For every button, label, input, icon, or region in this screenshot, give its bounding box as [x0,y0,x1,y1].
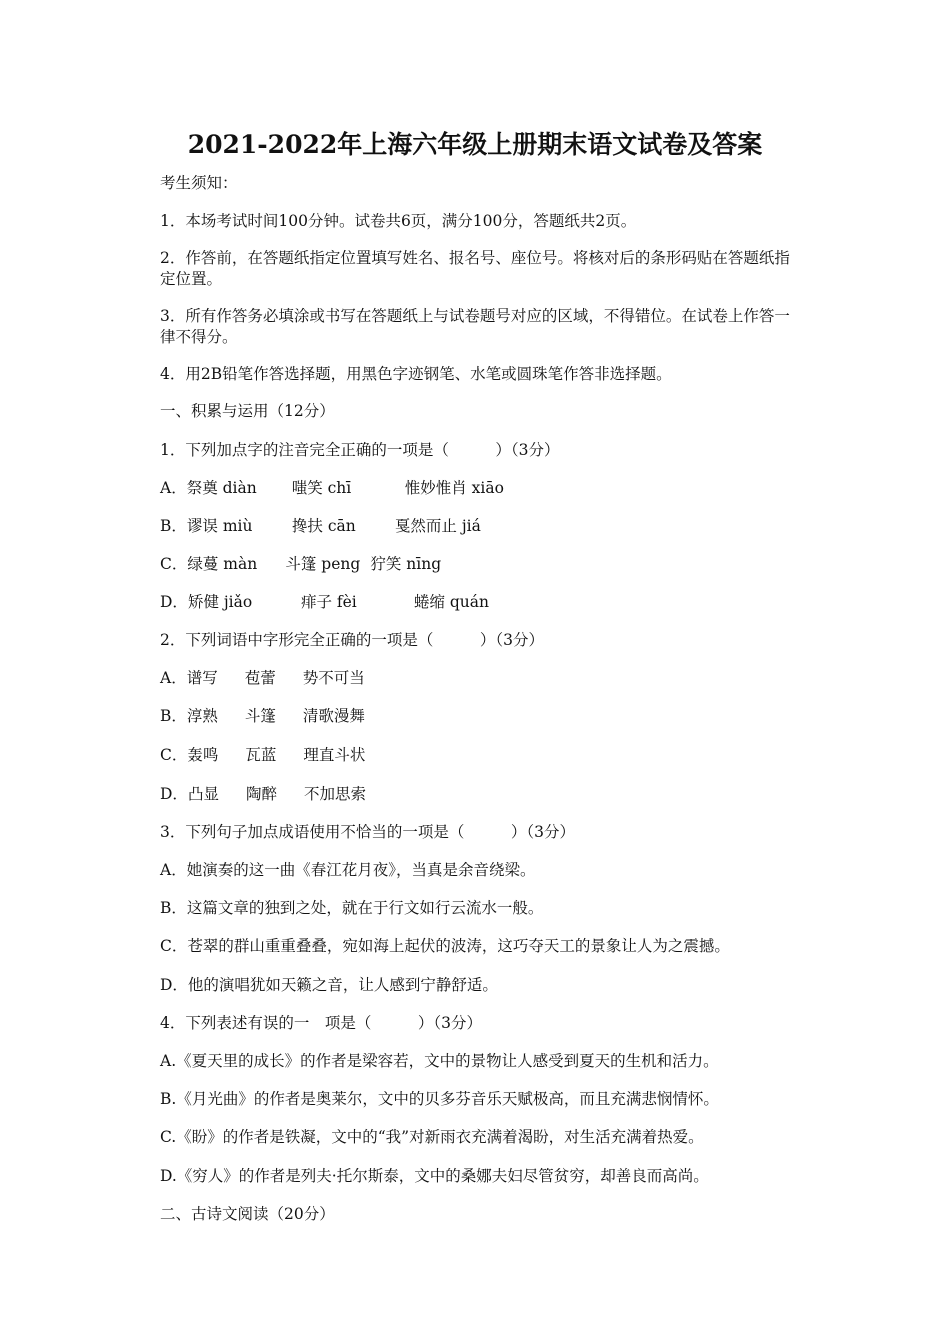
section2-heading: 二、古诗文阅读（20分） [160,1205,335,1223]
option-word: 势不可当 [302,669,365,687]
option-word: 痱子 fèi [300,593,357,611]
option-label: B． [160,517,187,535]
option-word: 陶醉 [245,785,277,803]
q4-option-d: D.《穷人》的作者是列夫·托尔斯泰，文中的桑娜夫妇尽管贫穷，却善良而高尚。 [160,1167,709,1185]
option-word: 瓦蓝 [245,746,277,764]
q2-option-b [160,706,365,727]
q3-option-b: B．这篇文章的独到之处，就在于行文如行云流水一般。 [160,899,544,917]
q2-option-d [160,784,366,805]
q1-option-a [160,478,504,499]
option-label: A． [160,479,187,497]
option-label: C． [160,555,188,573]
q1-stem: 1．下列加点字的注音完全正确的一项是（ ）（3分） [160,441,560,459]
option-word: 戛然而止 jiá [394,517,481,535]
option-word: 搀扶 cān [291,517,356,535]
option-word: 绿蔓 màn [187,555,258,573]
notice-heading: 考生须知： [160,174,238,192]
option-word: 狞笑 nīng [370,555,442,573]
q3-option-d: D．他的演唱犹如天籁之音，让人感到宁静舒适。 [160,976,498,994]
q2-option-c [160,745,365,766]
option-label: D． [160,593,188,611]
option-word: 苞蕾 [244,669,276,687]
q3-stem: 3．下列句子加点成语使用不恰当的一项是（ ）（3分） [160,823,575,841]
notice-item-4: 4．用2B铅笔作答选择题，用黑色字迹钢笔、水笔或圆珠笔作答非选择题。 [160,365,672,383]
option-label: C． [160,746,188,764]
option-word: 凸显 [187,785,219,803]
q4-option-c: C.《盼》的作者是铁凝，文中的“我”对新雨衣充满着渴盼，对生活充满着热爱。 [160,1128,704,1146]
q4-stem: 4．下列表述有误的一 项是（ ）（3分） [160,1014,482,1032]
q4-option-a: A.《夏天里的成长》的作者是梁容若，文中的景物让人感受到夏天的生机和活力。 [160,1052,719,1070]
option-word: 惟妙惟肖 xiāo [404,479,504,497]
q1-option-c [160,554,441,575]
option-word: 理直斗状 [303,746,366,764]
option-word: 斗篷 [244,707,276,725]
q2-option-a [160,668,365,689]
q2-stem: 2．下列词语中字形完全正确的一项是（ ）（3分） [160,631,544,649]
q4-option-b: B.《月光曲》的作者是奥莱尔，文中的贝多芬音乐天赋极高，而且充满悲悯情怀。 [160,1090,719,1108]
page-title: 2021-2022年上海六年级上册期末语文试卷及答案 [187,130,763,159]
option-label: A． [160,669,187,687]
option-word: 矫健 jiǎo [187,593,253,611]
q3-option-a: A．她演奏的这一曲《春江花月夜》，当真是余音绕梁。 [160,861,536,879]
option-word: 不加思索 [303,785,366,803]
notice-item-2: 2．作答前，在答题纸指定位置填写姓名、报名号、座位号。将核对后的条形码贴在答题纸指定位置。 [160,249,790,288]
q3-option-c: C．苍翠的群山重重叠叠，宛如海上起伏的波涛，这巧夺天工的景象让人为之震撼。 [160,937,730,955]
notice-item-1: 1．本场考试时间100分钟。试卷共6页，满分100分，答题纸共2页。 [160,212,637,230]
notice-item-3: 3．所有作答务必填涂或书写在答题纸上与试卷题号对应的区域，不得错位。在试卷上作答一律不得分。 [160,307,790,346]
section1-heading: 一、积累与运用（12分） [160,402,335,420]
option-word: 轰鸣 [187,746,219,764]
option-word: 淳熟 [186,707,218,725]
option-label: B． [160,707,187,725]
q1-option-b [160,516,481,537]
option-word: 谬误 miù [186,517,253,535]
option-word: 谱写 [186,669,218,687]
q1-option-d [160,592,489,613]
option-word: 嗤笑 chī [291,479,352,497]
option-word: 斗篷 peng [285,555,361,573]
option-word: 蜷缩 quán [413,593,489,611]
option-word: 祭奠 diàn [186,479,257,497]
option-word: 清歌漫舞 [302,707,365,725]
option-label: D． [160,785,188,803]
